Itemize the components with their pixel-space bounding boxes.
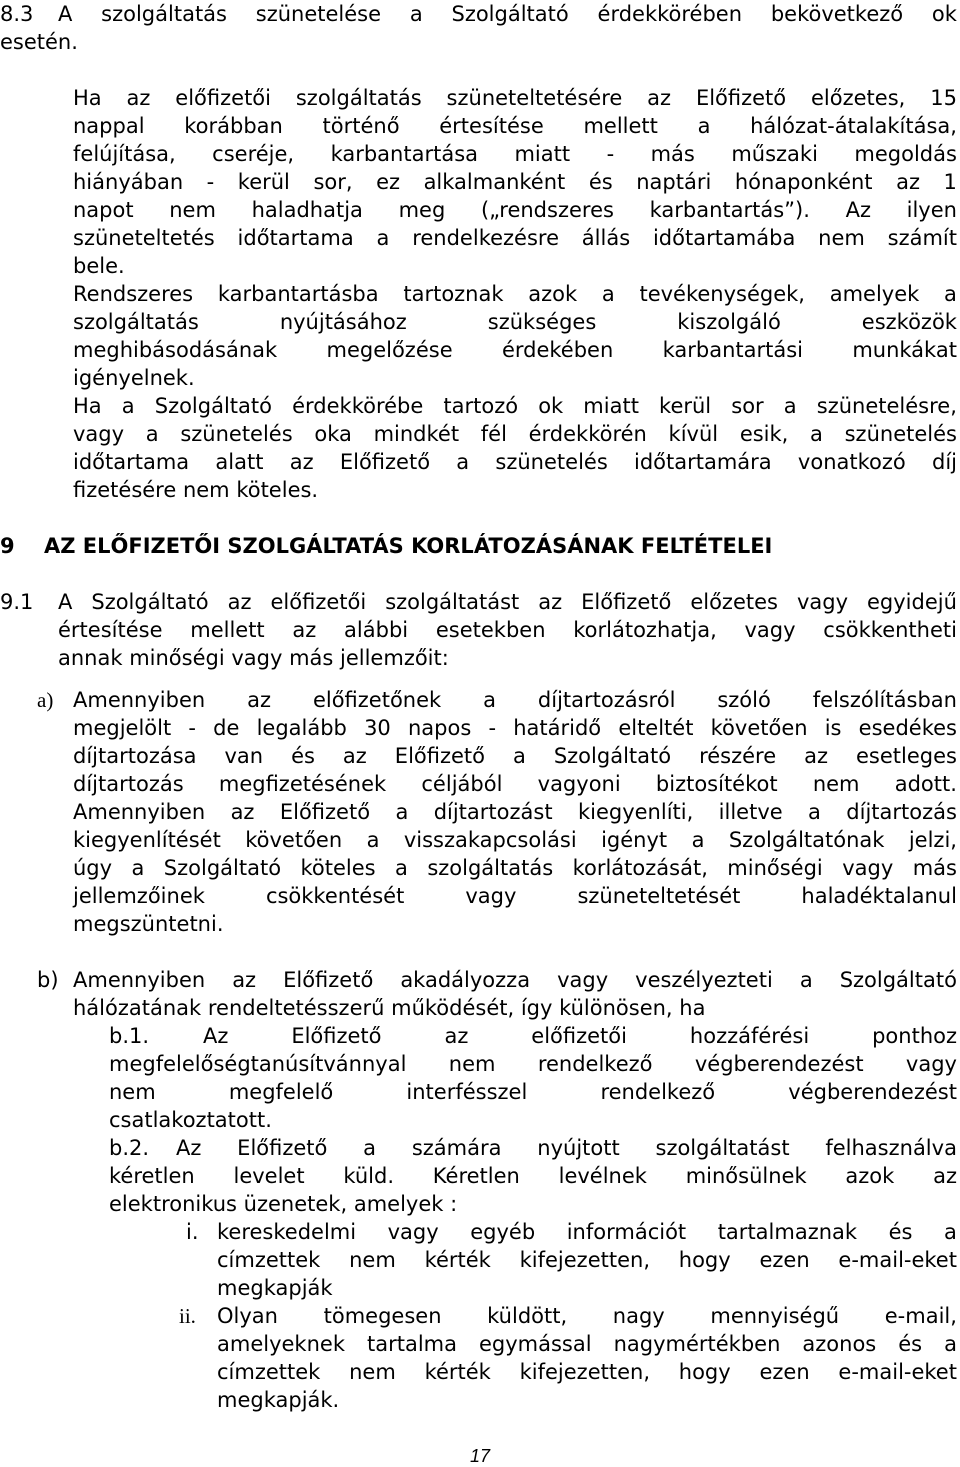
item-a-line: kiegyenlítését követően a visszakapcsolási igényt a Szolgáltatónak jelzi, (73, 828, 957, 852)
section-8-3-title: A szolgáltatás szünetelése a Szolgáltató érdekkörében bekövetkező ok (58, 2, 957, 26)
item-b1-line: Az Előfizető az előfizetői hozzáférési ponthoz (203, 1024, 957, 1048)
para2-line: szolgáltatás nyújtásához szükséges kiszolgáló eszközök (73, 310, 957, 334)
item-i-line: kereskedelmi vagy egyéb információt tartalmaznak és a (217, 1220, 957, 1244)
item-b1-line: megfelelőségtanúsítvánnyal nem rendelkező végberendezést vagy (109, 1052, 957, 1076)
para1-line: hiányában - kerül sor, ez alkalmanként és naptári hónaponként az 1 (73, 170, 957, 194)
para1-line: napot nem haladhatja meg („rendszeres karbantartás”). Az ilyen (73, 198, 957, 222)
para1-line: Ha az előfizetői szolgáltatás szüneteltetésére az Előfizető előzetes, 15 (73, 86, 957, 110)
section-9-1-line: A Szolgáltató az előfizetői szolgáltatást az Előfizető előzetes vagy egyidejű (58, 590, 957, 614)
item-ii-line: címzettek nem kérték kifejezetten, hogy ezen e-mail-eket (217, 1360, 957, 1384)
item-b2-marker: b.2. (109, 1136, 150, 1160)
section-8-3-title-cont: esetén. (0, 30, 78, 54)
item-i-marker: i. (186, 1220, 199, 1244)
heading-9-number: 9 (0, 534, 15, 558)
section-9-1-number: 9.1 (0, 590, 34, 614)
item-ii-line: amelyeknek tartalma egymással nagymértékben azonos és a (217, 1332, 957, 1356)
item-a-line: Amennyiben az előfizetőnek a díjtartozásról szóló felszólításban (73, 688, 957, 712)
item-a-line: úgy a Szolgáltató köteles a szolgáltatás korlátozását, minőségi vagy más (73, 856, 957, 880)
heading-9-title: AZ ELŐFIZETŐI SZOLGÁLTATÁS KORLÁTOZÁSÁNAK FELTÉTELEI (44, 534, 773, 558)
item-ii-line: megkapják. (217, 1388, 340, 1412)
para2-line: meghibásodásának megelőzése érdekében karbantartási munkákat (73, 338, 957, 362)
item-i-line: címzettek nem kérték kifejezetten, hogy ezen e-mail-eket (217, 1248, 957, 1272)
item-ii-marker: ii. (179, 1304, 196, 1328)
item-b-line: hálózatának rendeltetésszerű működését, így különösen, ha (73, 996, 706, 1020)
item-b2-line: Az Előfizető a számára nyújtott szolgáltatást felhasználva (176, 1136, 957, 1160)
page-number: 17 (469, 1446, 491, 1466)
section-9-1-line: annak minőségi vagy más jellemzőit: (58, 646, 449, 670)
item-b-marker: b) (37, 968, 59, 992)
item-ii-line: Olyan tömegesen küldött, nagy mennyiségű e-mail, (217, 1304, 957, 1328)
section-8-3-number: 8.3 (0, 2, 34, 26)
para2-line: Rendszeres karbantartásba tartoznak azok a tevékenységek, amelyek a (73, 282, 957, 306)
para1-line: felújítása, cseréje, karbantartása miatt - más műszaki megoldás (73, 142, 957, 166)
para2-line: igényelnek. (73, 366, 195, 390)
item-a-line: megjelölt - de legalább 30 napos - határidő elteltét követően is esedékes (73, 716, 957, 740)
item-a-line: díjtartozás megfizetésének céljából vagyoni biztosítékot nem adott. (73, 772, 957, 796)
item-i-line: megkapják (217, 1276, 333, 1300)
item-b1-line: csatlakoztatott. (109, 1108, 272, 1132)
para3-line: vagy a szünetelés oka mindkét fél érdekkörén kívül esik, a szünetelés (73, 422, 957, 446)
item-a-line: díjtartozása van és az Előfizető a Szolgáltató részére az esetleges (73, 744, 957, 768)
item-b1-marker: b.1. (109, 1024, 150, 1048)
section-9-1-line: értesítése mellett az alábbi esetekben korlátozhatja, vagy csökkentheti (58, 618, 957, 642)
para3-line: időtartama alatt az Előfizető a szünetelés időtartamára vonatkozó díj (73, 450, 957, 474)
item-a-marker: a) (37, 688, 54, 712)
para3-line: Ha a Szolgáltató érdekkörébe tartozó ok miatt kerül sor a szünetelésre, (73, 394, 957, 418)
para1-line: nappal korábban történő értesítése mellett a hálózat-átalakítása, (73, 114, 957, 138)
item-a-line: jellemzőinek csökkentését vagy szüneteltetését haladéktalanul (73, 884, 957, 908)
item-a-line: Amennyiben az Előfizető a díjtartozást kiegyenlíti, illetve a díjtartozás (73, 800, 957, 824)
para1-line: bele. (73, 254, 125, 278)
item-b-line: Amennyiben az Előfizető akadályozza vagy veszélyezteti a Szolgáltató (73, 968, 957, 992)
item-b2-line: elektronikus üzenetek, amelyek : (109, 1192, 458, 1216)
para1-line: szüneteltetés időtartama a rendelkezésre állás időtartamába nem számít (73, 226, 957, 250)
item-b1-line: nem megfelelő interfésszel rendelkező végberendezést (109, 1080, 957, 1104)
item-a-line: megszüntetni. (73, 912, 224, 936)
para3-line: fizetésére nem köteles. (73, 478, 319, 502)
item-b2-line: kéretlen levelet küld. Kéretlen levélnek minősülnek azok az (109, 1164, 957, 1188)
